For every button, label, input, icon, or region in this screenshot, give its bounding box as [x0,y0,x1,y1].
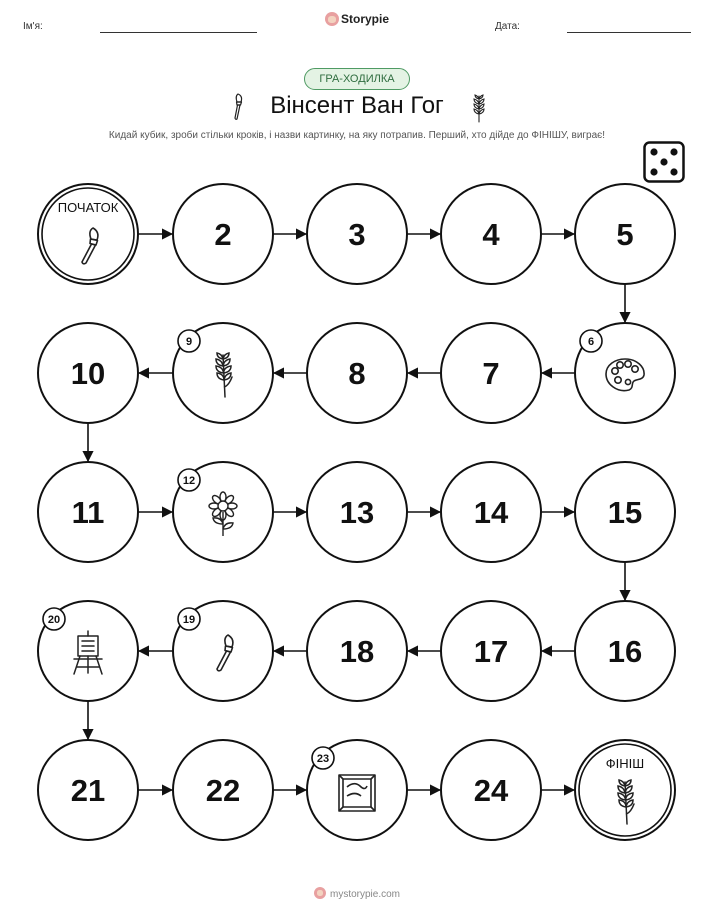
board-cell-4 [441,184,541,284]
board-cell-9 [173,323,273,423]
cell-number: 7 [482,356,500,391]
page-title: Вінсент Ван Гог [270,92,444,119]
start-label: ПОЧАТОК [57,200,119,215]
cell-number: 17 [473,634,509,669]
footer-url[interactable]: mystorypie.com [329,889,400,900]
board-cell-11 [38,462,138,562]
cell-number-badge: 19 [182,614,196,626]
cell-number-badge: 12 [182,475,196,487]
finish-label: ФІНІШ [605,756,645,771]
game-type-badge: ГРА-ХОДИЛКА [304,68,410,90]
board-cell-25 [575,740,675,840]
board-cell-21 [38,740,138,840]
cell-number: 22 [205,773,241,808]
board-cell-8 [307,323,407,423]
footer [0,887,714,900]
board-cell-7 [441,323,541,423]
board-cell-16 [575,601,675,701]
footer-logo-icon [314,887,326,899]
cell-number: 4 [482,217,500,252]
cell-number: 2 [214,217,232,252]
board-cell-1 [38,184,138,284]
board-cell-2 [173,184,273,284]
cell-number-badge: 23 [316,753,330,765]
cell-number: 16 [607,634,643,669]
cell-number: 13 [339,495,375,530]
brand-name: Storypie [340,12,389,26]
board-cell-22 [173,740,273,840]
board-cell-19 [173,601,273,701]
cell-number: 14 [473,495,509,530]
board-cell-13 [307,462,407,562]
name-label: Ім'я: [23,21,43,32]
cell-number: 5 [616,217,634,252]
cell-number: 24 [473,773,509,808]
date-label: Дата: [495,21,520,32]
board-cell-5 [575,184,675,284]
board-cell-14 [441,462,541,562]
cell-number: 21 [70,773,106,808]
board-cell-6 [575,323,675,423]
board-cell-3 [307,184,407,284]
board-cell-17 [441,601,541,701]
cell-number-badge: 20 [47,614,61,626]
board-cell-15 [575,462,675,562]
cell-number: 3 [348,217,366,252]
board-cell-24 [441,740,541,840]
cell-number: 8 [348,356,366,391]
cell-number-badge: 9 [185,336,193,348]
board-cell-20 [38,601,138,701]
board-cell-10 [38,323,138,423]
board-cell-12 [173,462,273,562]
cell-number: 18 [339,634,375,669]
cell-number: 15 [607,495,643,530]
cell-number: 10 [70,356,106,391]
instructions: Кидай кубик, зроби стільки кроків, і назви картинку, на яку потрапив. Перший, хто дійде до ФІНІШУ, виграє! [108,130,606,141]
board-cell-23 [307,740,407,840]
board-cell-18 [307,601,407,701]
cell-number-badge: 6 [587,336,595,348]
cell-number: 11 [71,495,105,530]
